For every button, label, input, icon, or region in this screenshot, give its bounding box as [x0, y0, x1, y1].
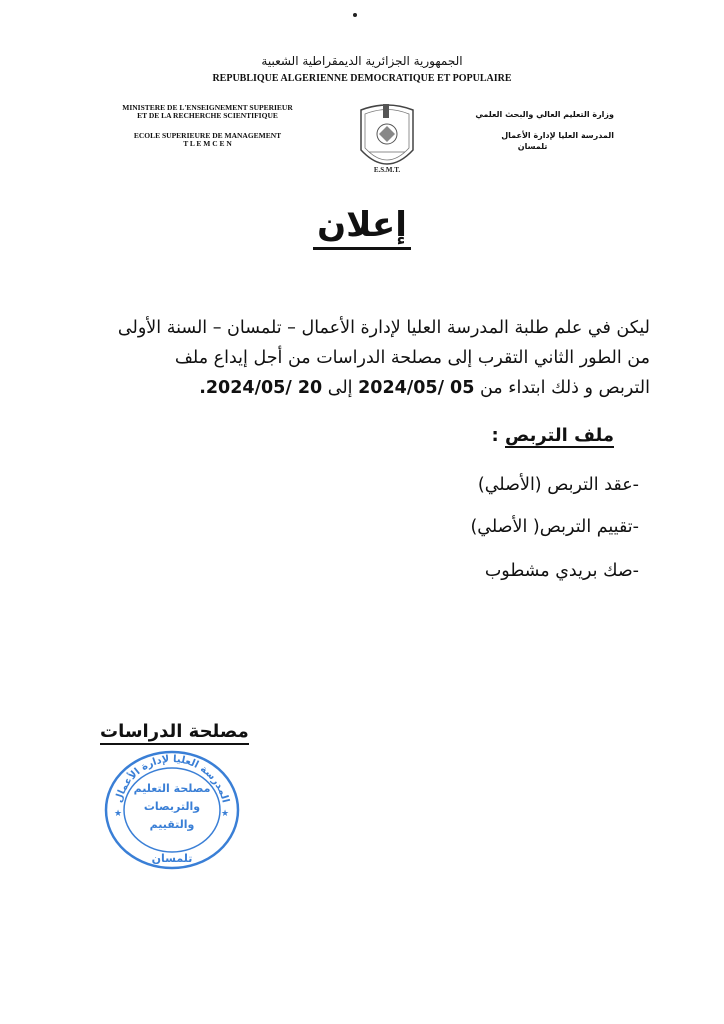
logo-acronym: E.S.M.T.: [373, 166, 401, 174]
official-stamp: [102, 748, 242, 872]
stamp-city: تلمسان: [151, 852, 193, 865]
school-fr-city: T L E M C E N: [183, 139, 232, 148]
school-logo: [351, 100, 423, 178]
school-ar-name: المدرسة العليا لإدارة الأعمال: [501, 131, 614, 140]
stamp-ring-text: المدرسة العليا لإدارة الأعمال: [113, 753, 231, 805]
body-line-1: ليكن في علم طلبة المدرسة العليا لإدارة الأعمال – تلمسان – السنة الأولى: [117, 318, 650, 338]
stamp-star-icon: ★: [221, 809, 230, 819]
ministry-fr-line2: ET DE LA RECHERCHE SCIENTIFIQUE: [137, 111, 278, 120]
stamp-line-1: مصلحة التعليم: [133, 782, 211, 795]
announcement-body: [70, 313, 650, 403]
school-ar-city: تلمسان: [517, 142, 548, 151]
school-arabic: [501, 130, 614, 152]
file-heading-colon: :: [491, 425, 499, 446]
page-title: [0, 205, 724, 245]
file-item: -عقد التربص (الأصلي): [477, 475, 639, 495]
file-section-heading: [492, 425, 614, 446]
republic-french: REPUBLIQUE ALGERIENNE DEMOCRATIQUE ET POPULAIRE: [212, 73, 512, 84]
file-item: -تقييم التربص( الأصلي): [470, 517, 639, 537]
speck-dot: [353, 13, 357, 17]
body-line-3: [70, 373, 650, 403]
stamp-star-icon: ★: [114, 809, 123, 819]
date-to: 20 /2024/05.: [199, 378, 323, 398]
ministry-arabic: وزارة التعليم العالي والبحث العلمي: [475, 110, 614, 119]
signature-label: مصلحة الدراسات: [100, 721, 249, 745]
file-heading-text: ملف التربص: [505, 425, 614, 446]
stamp-line-3: والتقييم: [149, 818, 195, 831]
date-from: 05 /2024/05: [358, 378, 475, 398]
body-line3-middle: إلى: [327, 378, 353, 398]
ministry-fr-line1: MINISTERE DE L'ENSEIGNEMENT SUPERIEUR: [122, 103, 293, 112]
ministry-french: [100, 104, 315, 120]
republic-arabic: الجمهورية الجزائرية الديمقراطية الشعبية: [261, 54, 463, 68]
body-line3-prefix: التربص و ذلك ابتداء من: [479, 378, 650, 398]
body-line-2: من الطور الثاني التقرب إلى مصلحة الدراسات من أجل إيداع ملف: [174, 348, 650, 368]
school-french: [100, 132, 315, 148]
school-fr-name: ECOLE SUPERIEURE DE MANAGEMENT: [133, 131, 282, 140]
file-item: -صك بريدي مشطوب: [484, 561, 639, 581]
title-text: إعلان: [313, 205, 411, 250]
stamp-line-2: والتربصات: [143, 800, 201, 813]
